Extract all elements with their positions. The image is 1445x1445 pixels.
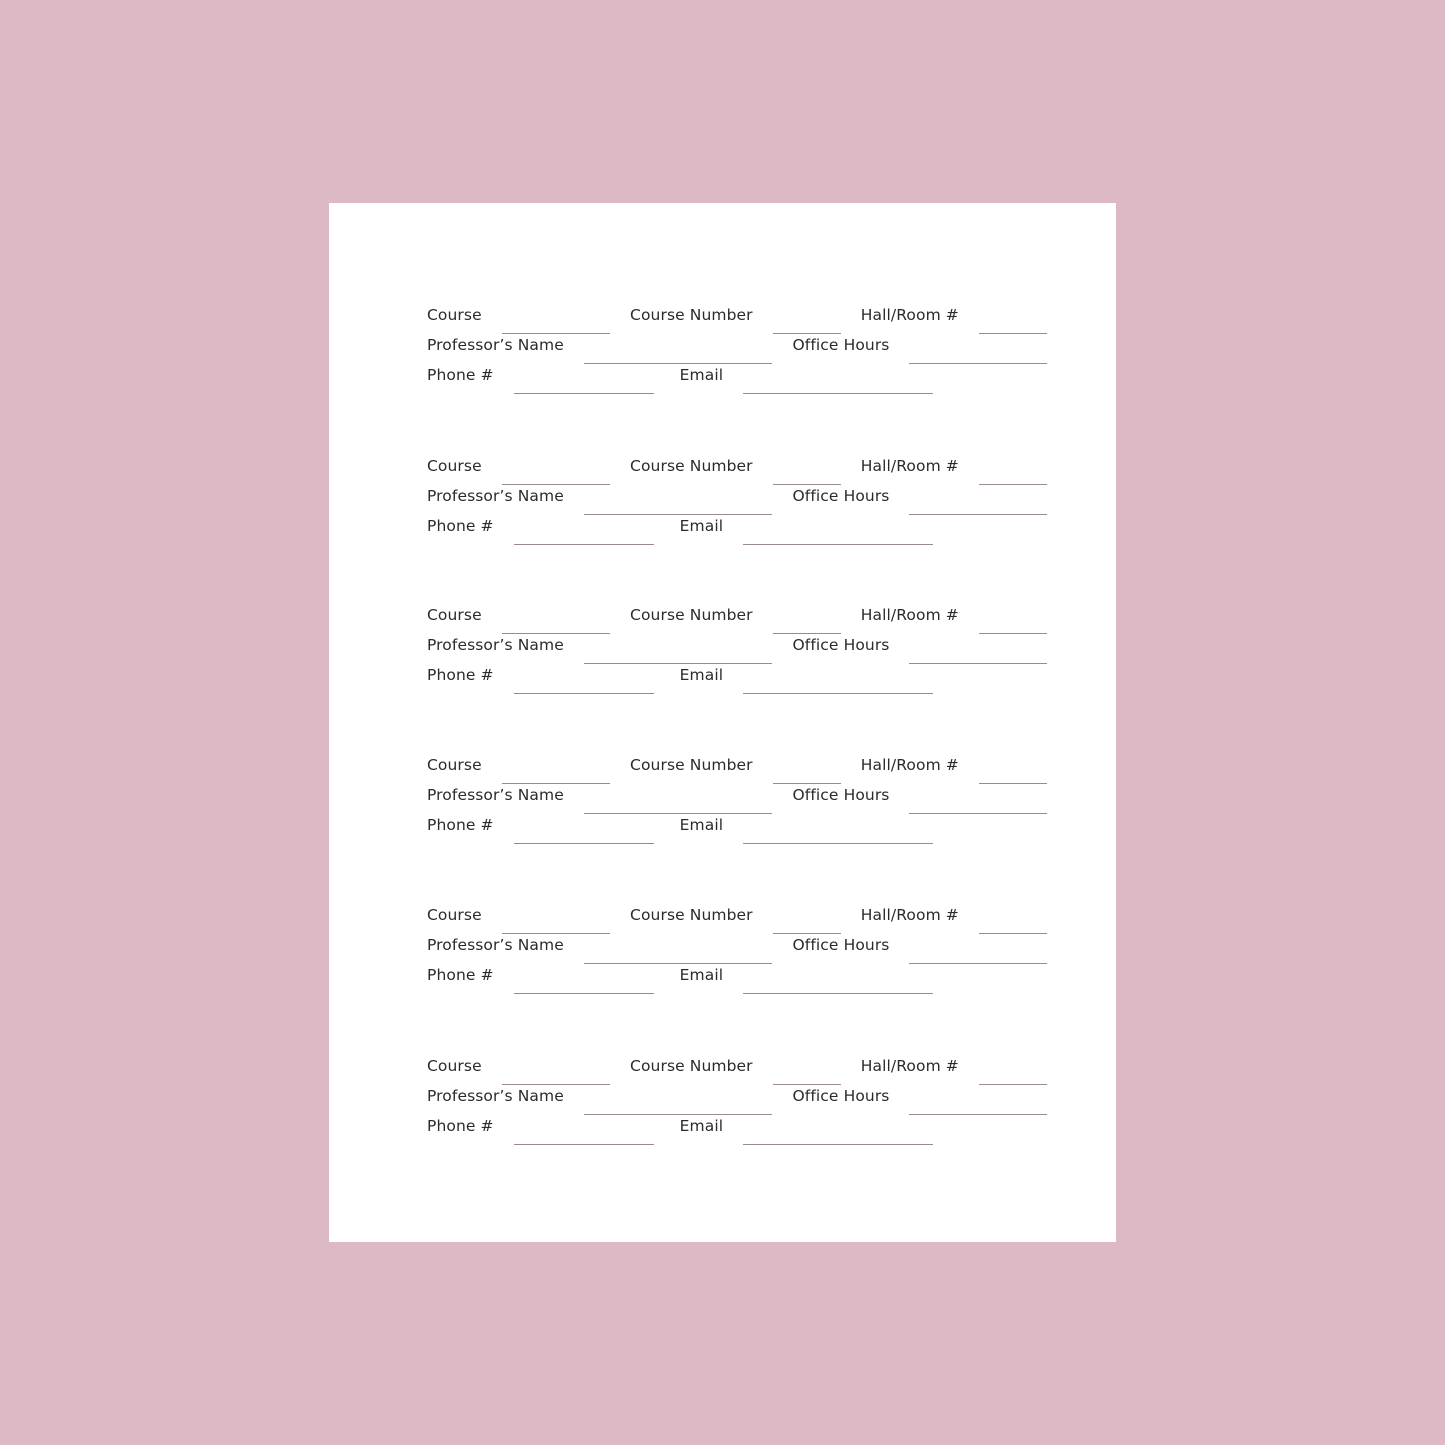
course-number-label: Course Number (630, 606, 753, 624)
course-number-label: Course Number (630, 457, 753, 475)
course-input-line[interactable] (502, 783, 610, 784)
email-label: Email (679, 666, 724, 684)
hall-room-input-line[interactable] (979, 333, 1047, 334)
professor-name-input-line[interactable] (584, 813, 773, 814)
phone-input-line[interactable] (514, 1144, 654, 1145)
course-number-label: Course Number (630, 756, 753, 774)
professor-name-label: Professor’s Name (427, 336, 564, 354)
course-input-line[interactable] (502, 1084, 610, 1085)
professor-name-input-line[interactable] (584, 514, 773, 515)
office-hours-label: Office Hours (792, 936, 890, 954)
course-number-input-line[interactable] (773, 933, 841, 934)
professor-row (427, 638, 1047, 668)
course-row (427, 758, 1047, 788)
course-row (427, 1059, 1047, 1089)
course-label: Course (427, 756, 482, 774)
contact-row (427, 1119, 1047, 1149)
professor-row (427, 338, 1047, 368)
office-hours-input-line[interactable] (909, 514, 1047, 515)
email-input-line[interactable] (743, 993, 933, 994)
course-label: Course (427, 906, 482, 924)
course-input-line[interactable] (502, 333, 610, 334)
hall-room-label: Hall/Room # (860, 606, 959, 624)
course-row (427, 308, 1047, 338)
course-number-input-line[interactable] (773, 1084, 841, 1085)
office-hours-label: Office Hours (792, 786, 890, 804)
professor-name-label: Professor’s Name (427, 936, 564, 954)
hall-room-label: Hall/Room # (860, 906, 959, 924)
office-hours-input-line[interactable] (909, 363, 1047, 364)
course-entry-block (427, 1059, 1047, 1149)
professor-name-input-line[interactable] (584, 663, 773, 664)
course-label: Course (427, 457, 482, 475)
professor-row (427, 788, 1047, 818)
course-label: Course (427, 606, 482, 624)
email-input-line[interactable] (743, 693, 933, 694)
course-number-input-line[interactable] (773, 633, 841, 634)
professor-name-label: Professor’s Name (427, 487, 564, 505)
course-input-line[interactable] (502, 633, 610, 634)
course-entry-block (427, 758, 1047, 848)
course-label: Course (427, 306, 482, 324)
course-entry-block (427, 908, 1047, 998)
course-entry-block (427, 308, 1047, 398)
email-label: Email (679, 816, 724, 834)
professor-name-input-line[interactable] (584, 363, 773, 364)
phone-label: Phone # (427, 366, 494, 384)
contact-row (427, 968, 1047, 998)
office-hours-input-line[interactable] (909, 663, 1047, 664)
course-label: Course (427, 1057, 482, 1075)
professor-name-input-line[interactable] (584, 1114, 773, 1115)
hall-room-input-line[interactable] (979, 484, 1047, 485)
hall-room-input-line[interactable] (979, 1084, 1047, 1085)
email-input-line[interactable] (743, 843, 933, 844)
office-hours-label: Office Hours (792, 1087, 890, 1105)
course-row (427, 459, 1047, 489)
email-input-line[interactable] (743, 544, 933, 545)
professor-name-input-line[interactable] (584, 963, 773, 964)
office-hours-label: Office Hours (792, 636, 890, 654)
professor-name-label: Professor’s Name (427, 1087, 564, 1105)
phone-label: Phone # (427, 816, 494, 834)
office-hours-input-line[interactable] (909, 963, 1047, 964)
email-input-line[interactable] (743, 1144, 933, 1145)
contact-row (427, 668, 1047, 698)
hall-room-input-line[interactable] (979, 633, 1047, 634)
office-hours-label: Office Hours (792, 336, 890, 354)
hall-room-label: Hall/Room # (860, 457, 959, 475)
professor-row (427, 1089, 1047, 1119)
phone-input-line[interactable] (514, 393, 654, 394)
hall-room-input-line[interactable] (979, 933, 1047, 934)
course-entry-block (427, 608, 1047, 698)
contact-row (427, 519, 1047, 549)
hall-room-label: Hall/Room # (860, 756, 959, 774)
professor-name-label: Professor’s Name (427, 786, 564, 804)
course-entry-block (427, 459, 1047, 549)
course-number-input-line[interactable] (773, 783, 841, 784)
phone-label: Phone # (427, 966, 494, 984)
course-number-label: Course Number (630, 906, 753, 924)
course-number-input-line[interactable] (773, 333, 841, 334)
phone-label: Phone # (427, 517, 494, 535)
contact-row (427, 818, 1047, 848)
hall-room-input-line[interactable] (979, 783, 1047, 784)
professor-row (427, 489, 1047, 519)
course-number-label: Course Number (630, 306, 753, 324)
email-label: Email (679, 366, 724, 384)
phone-input-line[interactable] (514, 544, 654, 545)
phone-label: Phone # (427, 666, 494, 684)
email-label: Email (679, 517, 724, 535)
hall-room-label: Hall/Room # (860, 1057, 959, 1075)
professor-name-label: Professor’s Name (427, 636, 564, 654)
phone-input-line[interactable] (514, 993, 654, 994)
printable-sheet (329, 203, 1116, 1242)
course-info-form (329, 203, 1116, 1242)
course-row (427, 908, 1047, 938)
course-input-line[interactable] (502, 484, 610, 485)
phone-input-line[interactable] (514, 843, 654, 844)
contact-row (427, 368, 1047, 398)
phone-input-line[interactable] (514, 693, 654, 694)
office-hours-label: Office Hours (792, 487, 890, 505)
course-input-line[interactable] (502, 933, 610, 934)
email-label: Email (679, 1117, 724, 1135)
hall-room-label: Hall/Room # (860, 306, 959, 324)
email-label: Email (679, 966, 724, 984)
course-number-label: Course Number (630, 1057, 753, 1075)
office-hours-input-line[interactable] (909, 813, 1047, 814)
office-hours-input-line[interactable] (909, 1114, 1047, 1115)
professor-row (427, 938, 1047, 968)
phone-label: Phone # (427, 1117, 494, 1135)
course-row (427, 608, 1047, 638)
course-number-input-line[interactable] (773, 484, 841, 485)
email-input-line[interactable] (743, 393, 933, 394)
